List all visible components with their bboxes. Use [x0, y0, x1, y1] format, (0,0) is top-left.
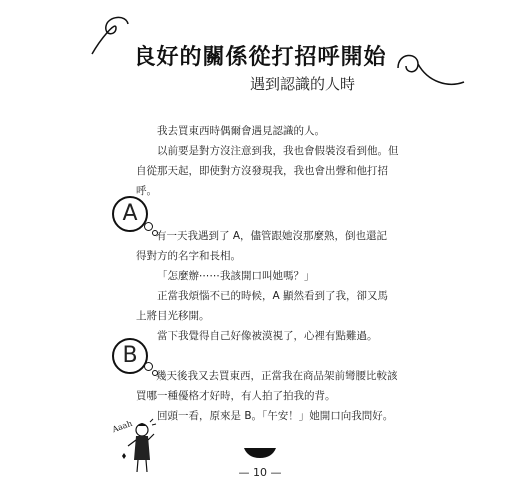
intro-line: 呼。	[136, 185, 157, 197]
section-b-paragraph	[150, 366, 450, 386]
illustration-caption: Aaah	[111, 418, 134, 435]
section-a-line: 「怎麼辦⋯⋯我該開口叫她嗎？」	[157, 270, 315, 282]
page-number: — 10 —	[238, 466, 282, 479]
page-subtitle: 遇到認識的人時	[250, 75, 356, 93]
section-a-paragraph	[150, 226, 450, 246]
page-title: 良好的關係從打招呼開始	[133, 45, 387, 70]
intro-line: 自從那天起，即使對方沒發現我，我也會出聲和他打招	[136, 165, 388, 177]
intro-line: 我去買東西時偶爾會遇見認識的人。	[157, 125, 325, 137]
section-a-line: 得對方的名字和長相。	[136, 250, 241, 262]
section-b-paragraph-cont	[136, 386, 446, 426]
intro-line: 以前要是對方沒注意到我，我也會假裝沒看到他。但	[157, 145, 399, 157]
marker-a-bubble: A	[112, 196, 148, 232]
bowl-icon	[240, 446, 280, 460]
section-b-line: 買哪一種優格才好時，有人拍了拍我的背。	[136, 390, 336, 402]
section-b-line: 回頭一看，原來是 B。「午安！」她開口向我問好。	[157, 410, 394, 422]
section-a-line: 當下我覺得自己好像被漠視了，心裡有點難過。	[157, 330, 378, 342]
section-a-line: 上將目光移開。	[136, 310, 210, 322]
intro-paragraph	[136, 121, 436, 201]
section-a-line: 有一天我遇到了 A，儘管跟她沒那麼熟，倒也還記	[156, 230, 388, 242]
section-b-line: 幾天後我又去買東西，正當我在商品架前彎腰比較該	[156, 370, 398, 382]
section-a-paragraph-cont	[136, 246, 446, 346]
marker-b-bubble: B	[112, 338, 148, 374]
section-a-line: 正當我煩惱不已的時候，A 顯然看到了我，卻又馬	[157, 290, 389, 302]
